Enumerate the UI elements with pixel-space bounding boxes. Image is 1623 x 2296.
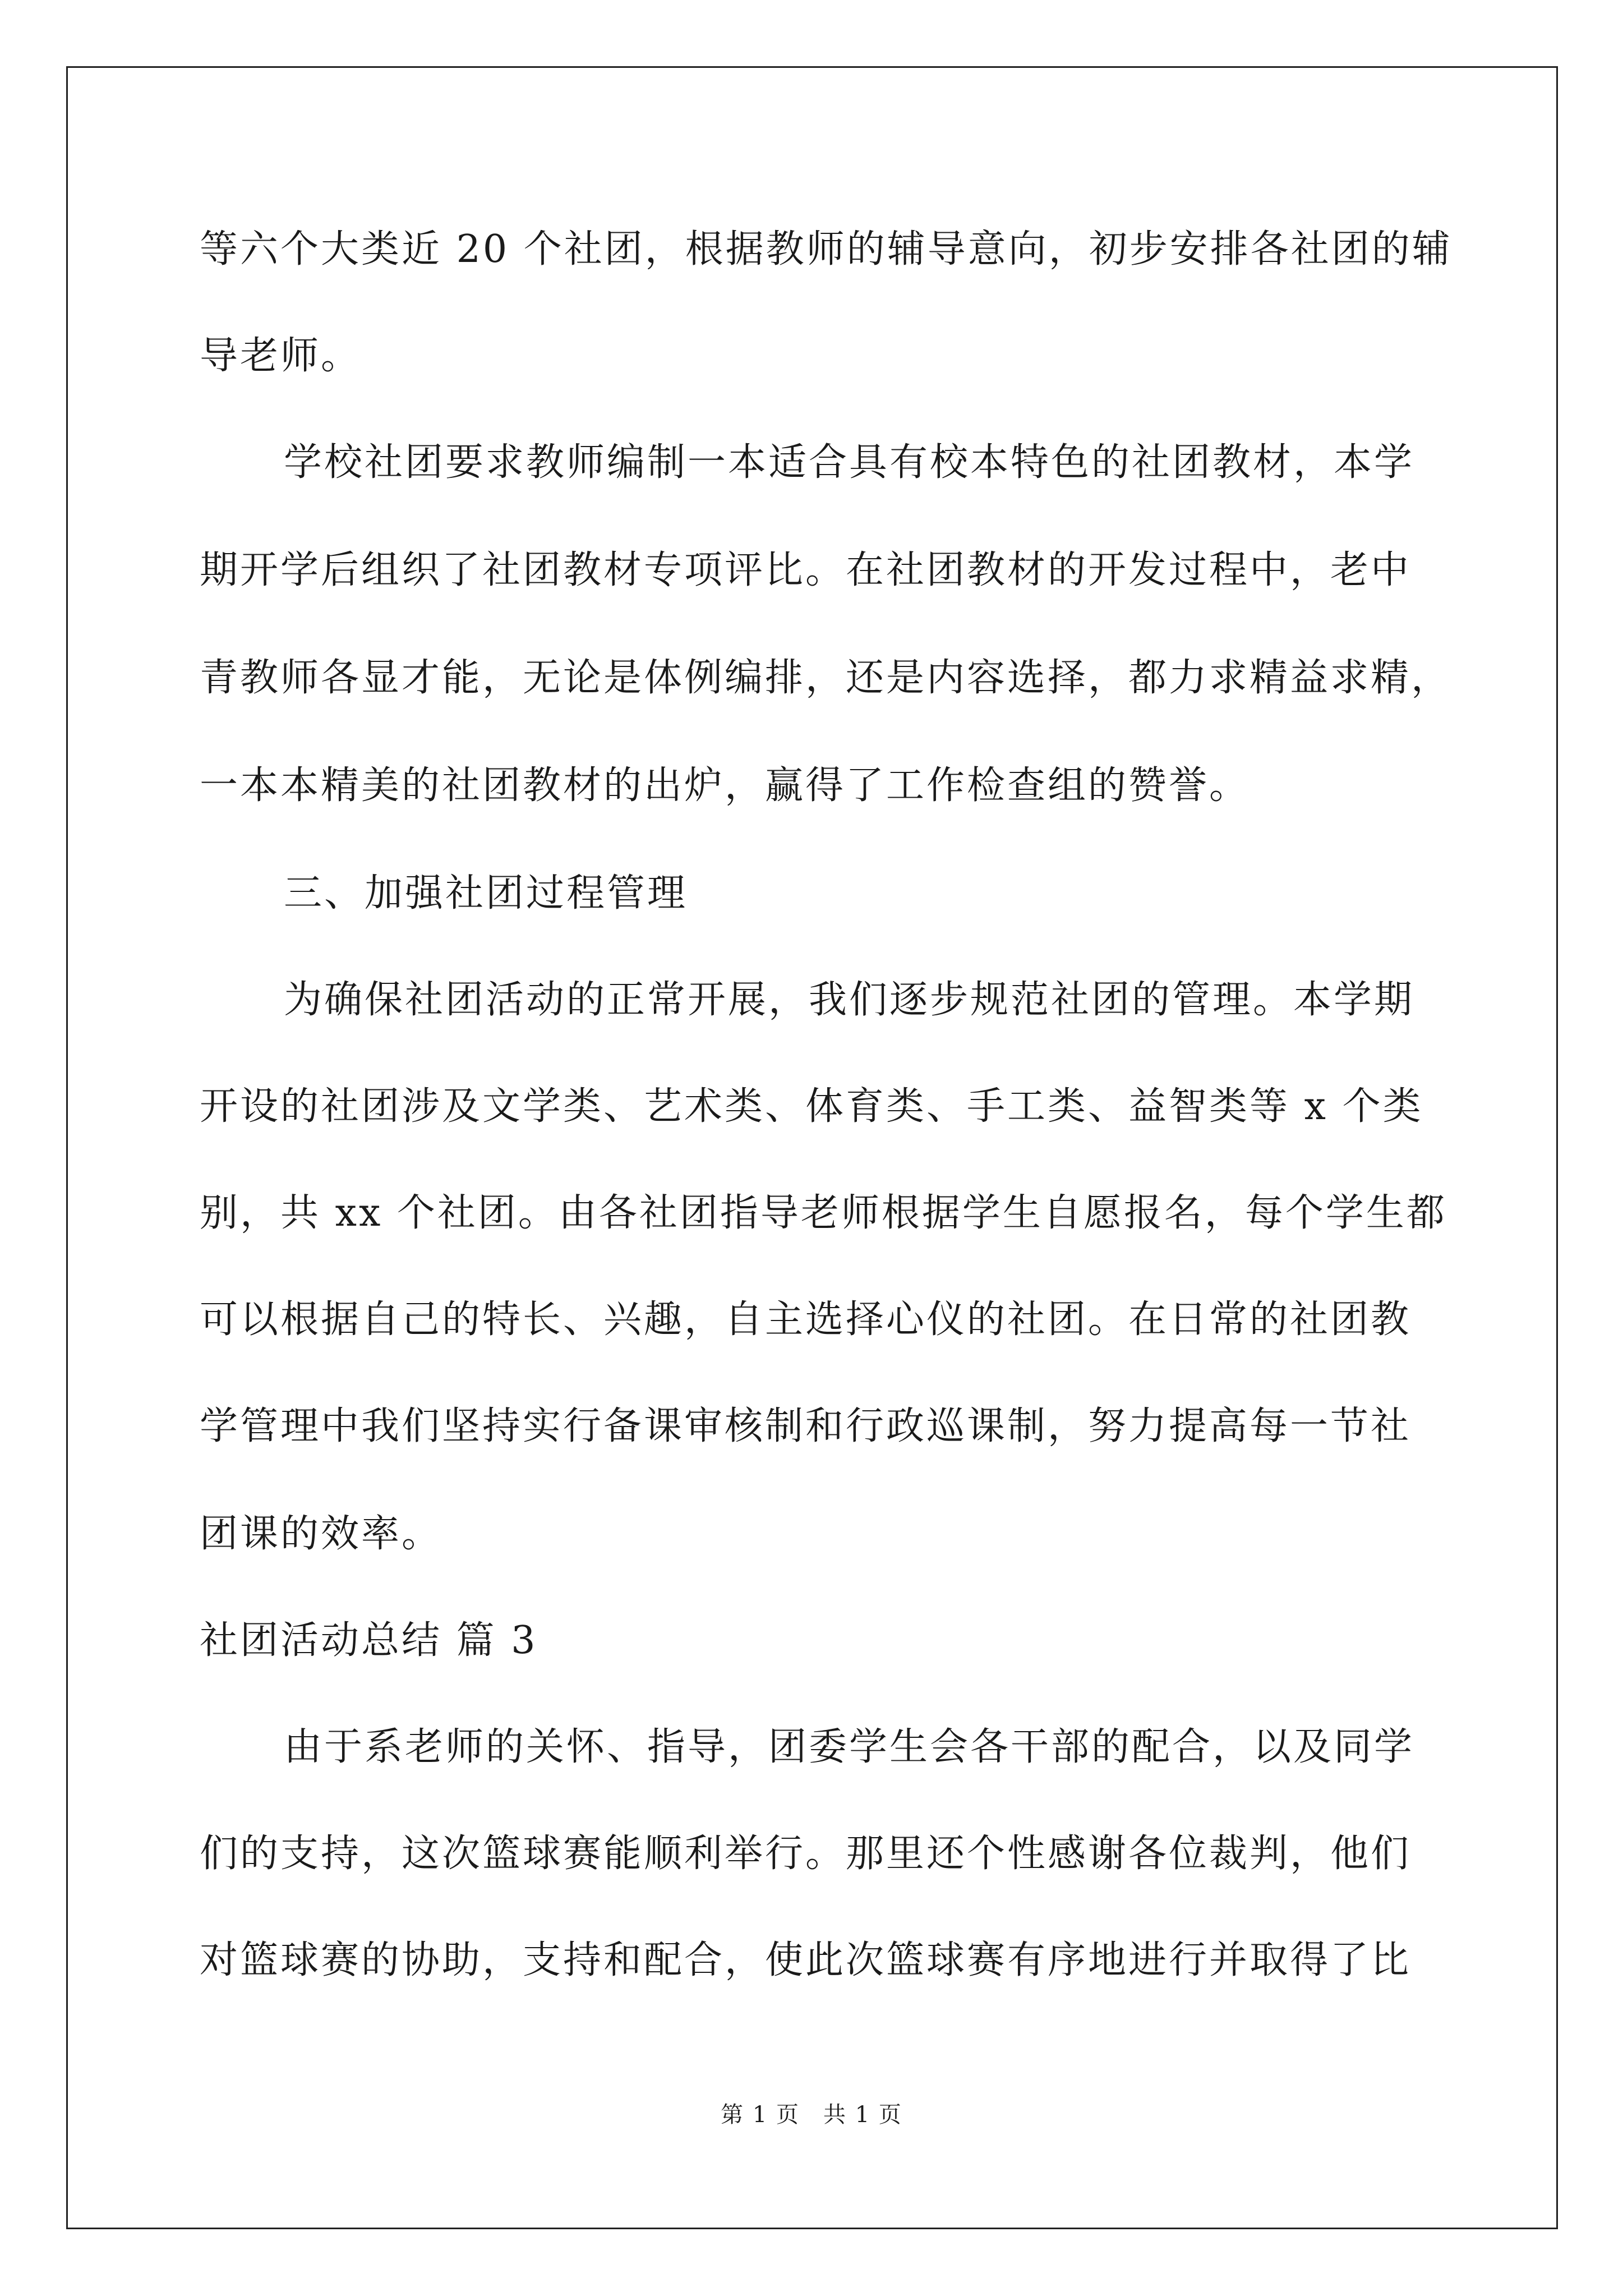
paragraph-line: 别，共 xx 个社团。由各社团指导老师根据学生自愿报名，每个学生都 bbox=[200, 1191, 1447, 1235]
paragraph-line: 为确保社团活动的正常开展，我们逐步规范社团的管理。本学期 bbox=[284, 978, 1415, 1022]
article-title: 社团活动总结 篇 3 bbox=[200, 1618, 538, 1663]
paragraph-line: 对篮球赛的协助，支持和配合，使此次篮球赛有序地进行并取得了比 bbox=[200, 1938, 1412, 1982]
paragraph-line: 一本本精美的社团教材的出炉，赢得了工作检查组的赞誉。 bbox=[200, 763, 1250, 808]
paragraph-line: 学校社团要求教师编制一本适合具有校本特色的社团教材，本学 bbox=[284, 440, 1415, 485]
paragraph-line: 学管理中我们坚持实行备课审核制和行政巡课制，努力提高每一节社 bbox=[200, 1404, 1412, 1448]
paragraph-line: 开设的社团涉及文学类、艺术类、体育类、手工类、益智类等 x 个类 bbox=[200, 1084, 1423, 1129]
section-heading: 三、加强社团过程管理 bbox=[284, 871, 688, 915]
page-border bbox=[66, 66, 1558, 2229]
paragraph-line: 可以根据自己的特长、兴趣，自主选择心仪的社团。在日常的社团教 bbox=[200, 1297, 1412, 1342]
paragraph-line: 们的支持，这次篮球赛能顺利举行。那里还个性感谢各位裁判，他们 bbox=[200, 1832, 1412, 1876]
paragraph-line: 青教师各显才能，无论是体例编排，还是内容选择，都力求精益求精， bbox=[200, 656, 1452, 700]
paragraph-line: 团课的效率。 bbox=[200, 1512, 442, 1556]
paragraph-line: 等六个大类近 20 个社团，根据教师的辅导意向，初步安排各社团的辅 bbox=[200, 227, 1453, 272]
paragraph-line: 期开学后组织了社团教材专项评比。在社团教材的开发过程中，老中 bbox=[200, 548, 1412, 592]
paragraph-line: 导老师。 bbox=[200, 334, 362, 378]
page-footer: 第 1 页 共 1 页 bbox=[721, 2102, 902, 2128]
paragraph-line: 由于系老师的关怀、指导，团委学生会各干部的配合，以及同学 bbox=[284, 1725, 1415, 1769]
